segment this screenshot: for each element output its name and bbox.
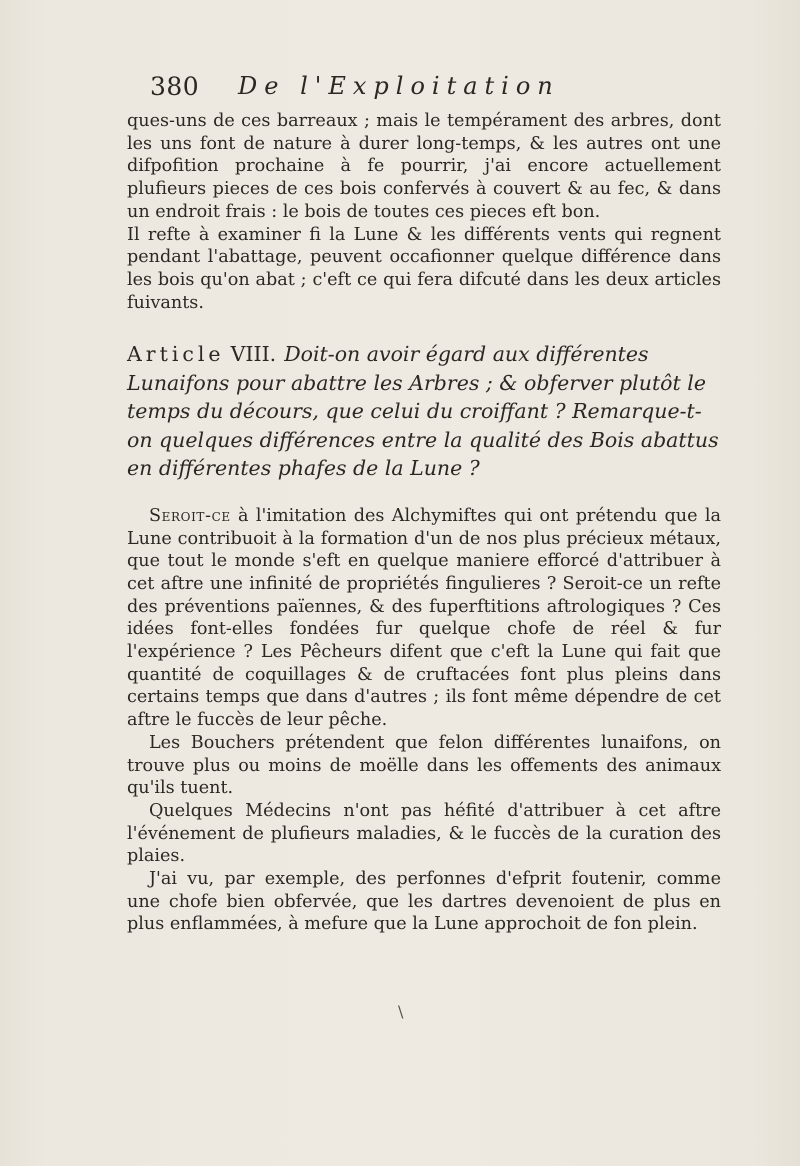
- paragraph-text: à l'imitation des Alchymiftes qui ont prétendu que la Lune contribuoit à la formation d'un de nos plus précieux métaux, que tout le monde s'eft en quelque maniere efforcé d'attribuer à cet aftre une infinité de propriétés fingulieres ? Seroit-ce un refte des préventions païennes, & des fuperftitions aftrologiques ? Ces idées font-elles fondées fur quelque chofe de réel & fur l'expérience ? Les Pêcheurs difent que c'eft la Lune qui fait que quantité de coquillages & de cruftacées font plus pleins dans certains temps que dans d'autres ; ils font même dépendre de cet aftre le fuccès de leur pêche.: [127, 505, 721, 731]
- article-paragraph: J'ai vu, par exemple, des perfonnes d'efprit foutenir, comme une chofe bien obfervée, que les dartres devenoient de plus en plus enflammées, à mefure que la Lune approchoit de fon plein.: [127, 869, 721, 935]
- lead-word: Seroit-ce: [149, 505, 231, 526]
- article-number: VIII.: [230, 342, 277, 367]
- running-title: De l'Exploitation: [238, 72, 560, 100]
- intro-text: [127, 110, 721, 314]
- article-text: [127, 505, 721, 936]
- article-label: Article: [127, 342, 225, 367]
- article-paragraph: Quelques Médecins n'ont pas héfité d'attribuer à cet aftre l'événement de plufieurs maladies, & le fuccès de la curation des plaies.: [127, 800, 721, 867]
- stray-ink-mark: \: [398, 1002, 404, 1021]
- page-header: [150, 68, 710, 108]
- page-body: [127, 110, 721, 936]
- intro-paragraph: Il refte à examiner fi la Lune & les différents vents qui regnent pendant l'abattage, peuvent occafionner quelque différence dans les bois qu'on abat ; c'eft ce qui fera difcuté dans les deux articles fuivants.: [127, 224, 721, 313]
- article-heading: [127, 340, 721, 483]
- article-title: Doit-on avoir égard aux différentes Lunaifons pour abattre les Arbres ; & obferver plutôt le temps du décours, que celui du croiffant ? Remarque-t-on quelques différences entre la qualité des Bois abattus en différentes phafes de la Lune ?: [127, 342, 719, 481]
- page-number: 380: [150, 72, 200, 101]
- intro-paragraph: ques-uns de ces barreaux ; mais le tempérament des arbres, dont les uns font de nature à durer long-temps, & les autres ont une difpofition prochaine à fe pourrir, j'ai encore actuellement plufieurs pieces de ces bois confervés à couvert & au fec, & dans un endroit frais : le bois de toutes ces pieces eft bon.: [127, 111, 721, 222]
- article-paragraph: Les Bouchers prétendent que felon différentes lunaifons, on trouve plus ou moins de moëlle dans les offements des animaux qu'ils tuent.: [127, 732, 721, 799]
- article-paragraph: [127, 505, 721, 732]
